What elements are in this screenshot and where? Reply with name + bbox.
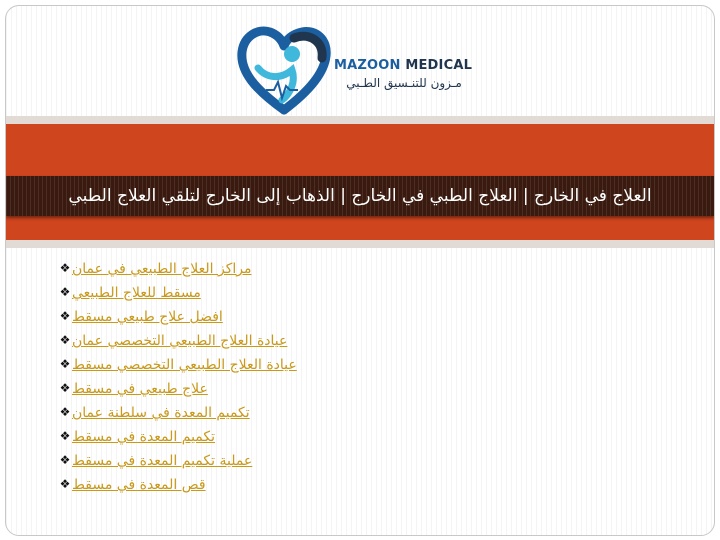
link-item[interactable]: افضل علاج طبيعي مسقط bbox=[72, 309, 223, 325]
link-item[interactable]: قص المعدة في مسقط bbox=[72, 477, 206, 493]
link-item[interactable]: تكميم المعدة في سلطنة عمان bbox=[72, 405, 250, 421]
brand-name-arabic: مـزون للتنـسيق الطـبي bbox=[346, 76, 462, 90]
slide bbox=[5, 5, 715, 536]
title-bar bbox=[6, 176, 714, 216]
band-stripe-bottom bbox=[6, 240, 714, 248]
band-stripe-top bbox=[6, 116, 714, 124]
link-list-item bbox=[58, 258, 297, 282]
link-list-item bbox=[58, 426, 297, 450]
link-list-item bbox=[58, 402, 297, 426]
link-list bbox=[58, 258, 297, 498]
diamond-bullet-icon: ❖ bbox=[59, 333, 71, 347]
diamond-bullet-icon: ❖ bbox=[59, 453, 71, 467]
link-list-item bbox=[58, 378, 297, 402]
link-list-item bbox=[58, 474, 297, 498]
link-list-item bbox=[58, 306, 297, 330]
diamond-bullet-icon: ❖ bbox=[59, 429, 71, 443]
brand-name: MAZOON MEDICAL bbox=[334, 58, 473, 73]
link-item[interactable]: علاج طبيعي في مسقط bbox=[72, 381, 208, 397]
diamond-bullet-icon: ❖ bbox=[59, 309, 71, 323]
link-item[interactable]: تكميم المعدة في مسقط bbox=[72, 429, 216, 445]
link-item[interactable]: عملية تكميم المعدة في مسقط bbox=[72, 453, 253, 469]
link-item[interactable]: عيادة العلاج الطبيعي التخصصي مسقط bbox=[72, 357, 297, 373]
link-list-item bbox=[58, 450, 297, 474]
link-item[interactable]: مسقط للعلاج الطبيعي bbox=[72, 285, 201, 301]
link-list-item bbox=[58, 330, 297, 354]
mazoon-medical-logo bbox=[236, 24, 476, 120]
diamond-bullet-icon: ❖ bbox=[59, 381, 71, 395]
diamond-bullet-icon: ❖ bbox=[59, 357, 71, 371]
diamond-bullet-icon: ❖ bbox=[59, 261, 71, 275]
diamond-bullet-icon: ❖ bbox=[59, 405, 71, 419]
heart-person-icon bbox=[236, 24, 332, 116]
link-item[interactable]: مراكز العلاج الطبيعي في عمان bbox=[72, 261, 252, 277]
link-list-item bbox=[58, 282, 297, 306]
link-item[interactable]: عيادة العلاج الطبيعي التخصصي عمان bbox=[72, 333, 288, 349]
diamond-bullet-icon: ❖ bbox=[59, 477, 71, 491]
link-list-item bbox=[58, 354, 297, 378]
diamond-bullet-icon: ❖ bbox=[59, 285, 71, 299]
slide-title: العلاج في الخارج | العلاج الطبي في الخارج | الذهاب إلى الخارج لتلقي العلاج الطبي bbox=[68, 186, 652, 206]
